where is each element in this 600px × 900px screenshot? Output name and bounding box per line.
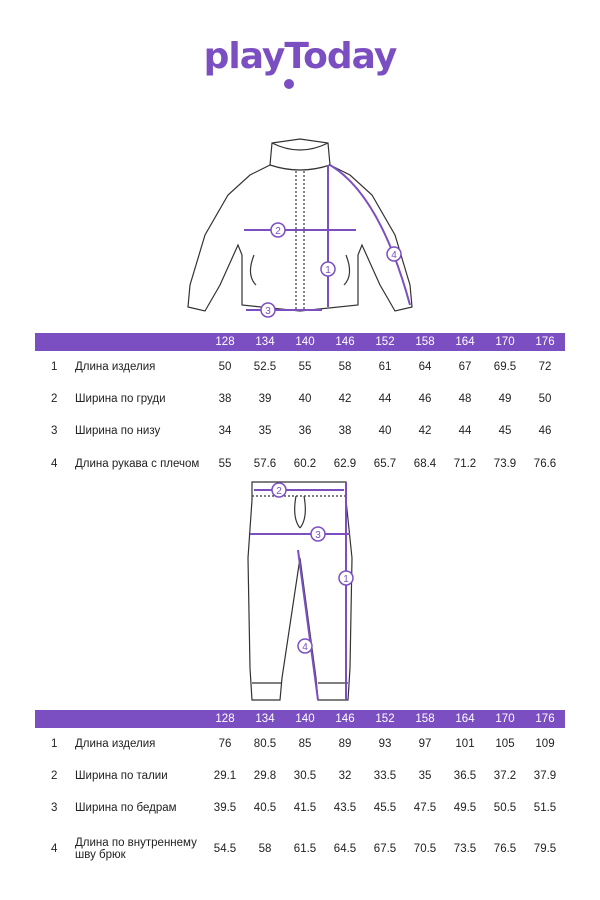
cell-value: 105	[495, 738, 515, 750]
brand-logo: playToday	[203, 36, 397, 77]
table-row	[35, 415, 565, 447]
row-label: Длина рукава с плечом	[75, 458, 200, 470]
pants-outline	[248, 482, 352, 700]
jacket-zipper	[296, 171, 304, 309]
cell-value: 46	[538, 425, 552, 437]
marker-2: 2	[275, 226, 281, 237]
size-header: 164	[445, 710, 485, 728]
marker-4: 4	[302, 642, 308, 653]
row-label: Ширина по бедрам	[75, 802, 177, 814]
cell-value: 41.5	[293, 802, 317, 814]
size-header: 170	[485, 333, 525, 351]
cell-value: 80.5	[253, 738, 277, 750]
cell-value: 44	[458, 425, 472, 437]
jacket-header-row	[35, 333, 565, 351]
cell-value: 73.9	[493, 458, 517, 470]
size-header: 158	[405, 710, 445, 728]
cell-value: 76.6	[533, 458, 557, 470]
cell-value: 97	[418, 738, 432, 750]
row-label: Длина изделия	[75, 361, 156, 373]
row-number: 1	[51, 738, 58, 750]
table-row	[35, 447, 565, 481]
cell-value: 39	[258, 393, 272, 405]
cell-value: 61	[378, 361, 392, 373]
cell-value: 38	[218, 393, 232, 405]
cell-value: 76.5	[493, 843, 517, 855]
cell-value: 36	[298, 425, 312, 437]
cell-value: 73.5	[453, 843, 477, 855]
size-header: 128	[205, 710, 245, 728]
cell-value: 72	[538, 361, 552, 373]
cell-value: 36.5	[453, 770, 477, 782]
cell-value: 58	[338, 361, 352, 373]
cell-value: 35	[418, 770, 432, 782]
measure-line-inseam	[298, 550, 318, 700]
cell-value: 50	[218, 361, 232, 373]
cell-value: 68.4	[413, 458, 437, 470]
cell-value: 109	[535, 738, 555, 750]
cell-value: 47.5	[413, 802, 437, 814]
marker-1: 1	[343, 574, 349, 585]
cell-value: 67.5	[373, 843, 397, 855]
cell-value: 46	[418, 393, 432, 405]
size-header: 140	[285, 710, 325, 728]
cell-value: 79.5	[533, 843, 557, 855]
cell-value: 40.5	[253, 802, 277, 814]
cell-value: 52.5	[253, 361, 277, 373]
size-header: 128	[205, 333, 245, 351]
cell-value: 55	[218, 458, 232, 470]
jacket-collar	[270, 143, 330, 170]
cell-value: 45	[498, 425, 512, 437]
row-label: Длина изделия	[75, 738, 156, 750]
cell-value: 49.5	[453, 802, 477, 814]
jacket-outline	[188, 139, 412, 311]
size-header: 176	[525, 710, 565, 728]
cell-value: 76	[218, 738, 232, 750]
cell-value: 54.5	[213, 843, 237, 855]
cell-value: 51.5	[533, 802, 557, 814]
size-header: 134	[245, 710, 285, 728]
cell-value: 43.5	[333, 802, 357, 814]
cell-value: 64.5	[333, 843, 357, 855]
cell-value: 40	[378, 425, 392, 437]
size-header: 146	[325, 710, 365, 728]
row-number: 2	[51, 393, 58, 405]
size-header: 164	[445, 333, 485, 351]
cell-value: 35	[258, 425, 272, 437]
row-number: 3	[51, 802, 58, 814]
jacket-pocket-right	[344, 255, 350, 285]
size-header: 158	[405, 333, 445, 351]
cell-value: 93	[378, 738, 392, 750]
jacket-diagram	[0, 135, 600, 320]
cell-value: 34	[218, 425, 232, 437]
table-row	[35, 824, 565, 874]
marker-1: 1	[325, 265, 331, 276]
row-label: Ширина по талии	[75, 770, 168, 782]
cell-value: 70.5	[413, 843, 437, 855]
cell-value: 85	[298, 738, 312, 750]
cell-value: 62.9	[333, 458, 357, 470]
cell-value: 45.5	[373, 802, 397, 814]
measure-line-sleeve	[330, 165, 410, 305]
jacket-size-table	[35, 333, 565, 481]
size-header: 134	[245, 333, 285, 351]
marker-2: 2	[276, 486, 282, 497]
jacket-pocket-left	[250, 255, 256, 285]
cell-value: 101	[455, 738, 475, 750]
table-row	[35, 792, 565, 824]
size-header: 176	[525, 333, 565, 351]
row-label: Ширина по низу	[75, 425, 161, 437]
marker-3: 3	[315, 530, 321, 541]
cell-value: 61.5	[293, 843, 317, 855]
size-header: 152	[365, 710, 405, 728]
table-row	[35, 728, 565, 760]
pants-drawstring	[295, 496, 306, 528]
cell-value: 58	[258, 843, 272, 855]
logo-dot-icon	[284, 79, 294, 89]
cell-value: 67	[458, 361, 472, 373]
marker-3: 3	[265, 306, 271, 317]
cell-value: 32	[338, 770, 352, 782]
pants-header-row	[35, 710, 565, 728]
table-row	[35, 760, 565, 792]
size-header: 152	[365, 333, 405, 351]
row-number: 1	[51, 361, 58, 373]
cell-value: 60.2	[293, 458, 317, 470]
table-row	[35, 351, 565, 383]
pants-diagram	[0, 478, 600, 708]
pants-size-table	[35, 710, 565, 874]
cell-value: 42	[338, 393, 352, 405]
cell-value: 40	[298, 393, 312, 405]
size-header: 170	[485, 710, 525, 728]
row-label: Длина по внутреннему шву брюк	[75, 837, 197, 861]
cell-value: 37.9	[533, 770, 557, 782]
row-number: 4	[51, 458, 58, 470]
cell-value: 39.5	[213, 802, 237, 814]
cell-value: 64	[418, 361, 432, 373]
cell-value: 48	[458, 393, 472, 405]
cell-value: 65.7	[373, 458, 397, 470]
cell-value: 50.5	[493, 802, 517, 814]
cell-value: 69.5	[493, 361, 517, 373]
marker-4: 4	[391, 250, 397, 261]
table-row	[35, 383, 565, 415]
cell-value: 44	[378, 393, 392, 405]
cell-value: 29.1	[213, 770, 237, 782]
cell-value: 49	[498, 393, 512, 405]
cell-value: 38	[338, 425, 352, 437]
cell-value: 55	[298, 361, 312, 373]
cell-value: 71.2	[453, 458, 477, 470]
row-number: 2	[51, 770, 58, 782]
row-number: 3	[51, 425, 58, 437]
cell-value: 29.8	[253, 770, 277, 782]
cell-value: 33.5	[373, 770, 397, 782]
cell-value: 42	[418, 425, 432, 437]
cell-value: 37.2	[493, 770, 517, 782]
size-header: 140	[285, 333, 325, 351]
row-number: 4	[51, 843, 58, 855]
cell-value: 30.5	[293, 770, 317, 782]
row-label: Ширина по груди	[75, 393, 166, 405]
cell-value: 89	[338, 738, 352, 750]
cell-value: 50	[538, 393, 552, 405]
size-header: 146	[325, 333, 365, 351]
cell-value: 57.6	[253, 458, 277, 470]
